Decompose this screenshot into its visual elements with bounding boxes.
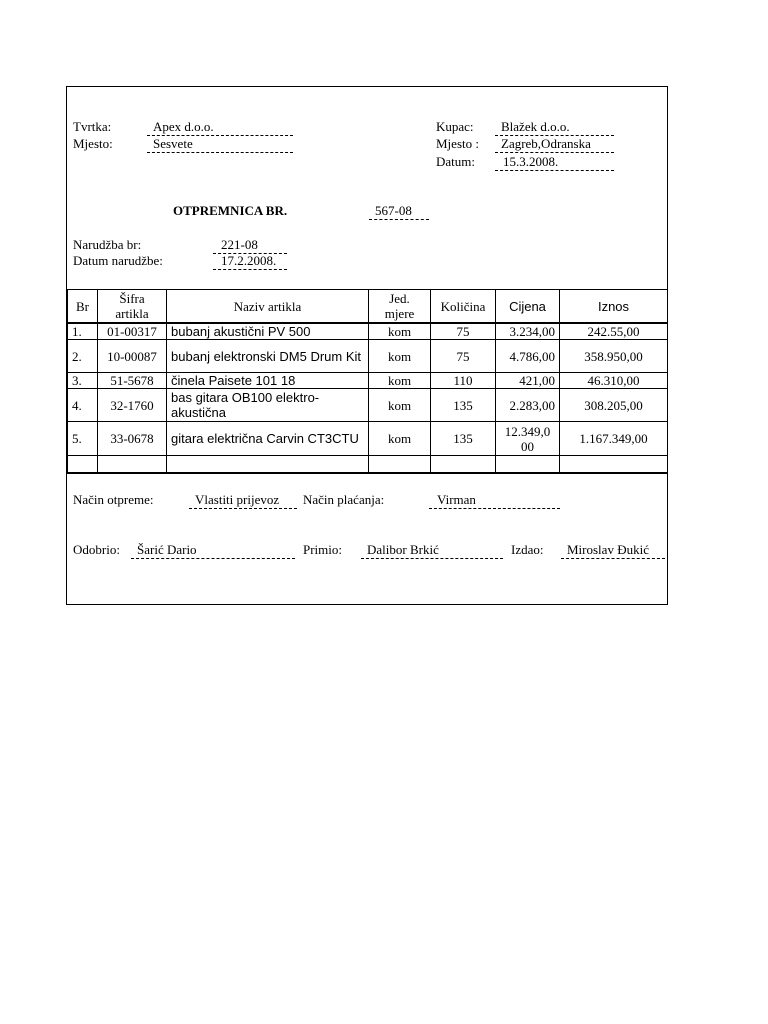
row-name: činela Paisete 101 18 [167, 373, 369, 389]
header-code: Šifra artikla [98, 290, 167, 324]
row-no: 1. [68, 323, 98, 340]
issued-label: Izdao: [511, 542, 544, 557]
blank-cell [98, 456, 167, 474]
blank-cell [431, 456, 496, 474]
row-price: 12.349,0 00 [496, 422, 560, 456]
header-amount: Iznos [560, 290, 668, 324]
items-table [67, 289, 668, 474]
row-amount: 46.310,00 [560, 373, 668, 389]
blank-cell [496, 456, 560, 474]
received-field: Dalibor Brkić [361, 542, 503, 559]
table-row [68, 373, 668, 389]
table-header-row [68, 290, 668, 324]
payment-field: Virman [429, 492, 560, 509]
buyer-label: Kupac: [436, 119, 474, 134]
shipping-label: Način otpreme: [73, 492, 154, 507]
blank-cell [369, 456, 431, 474]
header-qty: Količina [431, 290, 496, 324]
row-price: 3.234,00 [496, 323, 560, 340]
table-row [68, 456, 668, 474]
row-qty: 135 [431, 422, 496, 456]
seller-place-label: Mjesto: [73, 136, 113, 151]
row-code: 51-5678 [98, 373, 167, 389]
payment-label: Način plaćanja: [303, 492, 385, 507]
row-amount: 308.205,00 [560, 389, 668, 422]
issued-field: Miroslav Đukić [561, 542, 665, 559]
row-name: bas gitara OB100 elektro-akustična [167, 389, 369, 422]
row-price: 2.283,00 [496, 389, 560, 422]
blank-cell [560, 456, 668, 474]
table-row [68, 422, 668, 456]
row-qty: 75 [431, 323, 496, 340]
header-no: Br [68, 290, 98, 324]
date-field: 15.3.2008. [495, 154, 614, 171]
received-label: Primio: [303, 542, 343, 557]
blank-cell [167, 456, 369, 474]
row-no: 3. [68, 373, 98, 389]
row-unit: kom [369, 422, 431, 456]
row-code: 01-00317 [98, 323, 167, 340]
row-code: 32-1760 [98, 389, 167, 422]
header-name: Naziv artikla [167, 290, 369, 324]
table-row [68, 323, 668, 340]
row-qty: 110 [431, 373, 496, 389]
header-unit: Jed. mjere [369, 290, 431, 324]
row-name: bubanj akustični PV 500 [167, 323, 369, 340]
row-no: 4. [68, 389, 98, 422]
table-row [68, 340, 668, 373]
buyer-field: Blažek d.o.o. [495, 119, 614, 136]
table-row [68, 389, 668, 422]
delivery-note-sheet [66, 86, 668, 605]
row-price: 421,00 [496, 373, 560, 389]
header-price: Cijena [496, 290, 560, 324]
approved-label: Odobrio: [73, 542, 120, 557]
order-date-field: 17.2.2008. [213, 253, 287, 270]
row-amount: 242.55,00 [560, 323, 668, 340]
row-qty: 135 [431, 389, 496, 422]
row-unit: kom [369, 323, 431, 340]
buyer-place-field: Zagreb,Odranska [495, 136, 614, 153]
row-code: 33-0678 [98, 422, 167, 456]
date-label: Datum: [436, 154, 475, 169]
row-name: bubanj elektronski DM5 Drum Kit [167, 340, 369, 373]
row-price: 4.786,00 [496, 340, 560, 373]
buyer-place-label: Mjesto : [436, 136, 479, 151]
company-label: Tvrtka: [73, 119, 112, 134]
row-unit: kom [369, 389, 431, 422]
row-code: 10-00087 [98, 340, 167, 373]
row-amount: 1.167.349,00 [560, 422, 668, 456]
shipping-field: Vlastiti prijevoz [189, 492, 297, 509]
blank-cell [68, 456, 98, 474]
approved-field: Šarić Dario [131, 542, 295, 559]
document-number: 567-08 [369, 203, 429, 220]
row-name: gitara električna Carvin CT3CTU [167, 422, 369, 456]
row-unit: kom [369, 373, 431, 389]
row-qty: 75 [431, 340, 496, 373]
row-amount: 358.950,00 [560, 340, 668, 373]
document-title: OTPREMNICA BR. [173, 203, 288, 218]
order-field: 221-08 [213, 237, 287, 254]
row-no: 5. [68, 422, 98, 456]
company-field: Apex d.o.o. [147, 119, 293, 136]
row-unit: kom [369, 340, 431, 373]
seller-place-field: Sesvete [147, 136, 293, 153]
order-date-label: Datum narudžbe: [73, 253, 163, 268]
row-no: 2. [68, 340, 98, 373]
order-label: Narudžba br: [73, 237, 142, 252]
